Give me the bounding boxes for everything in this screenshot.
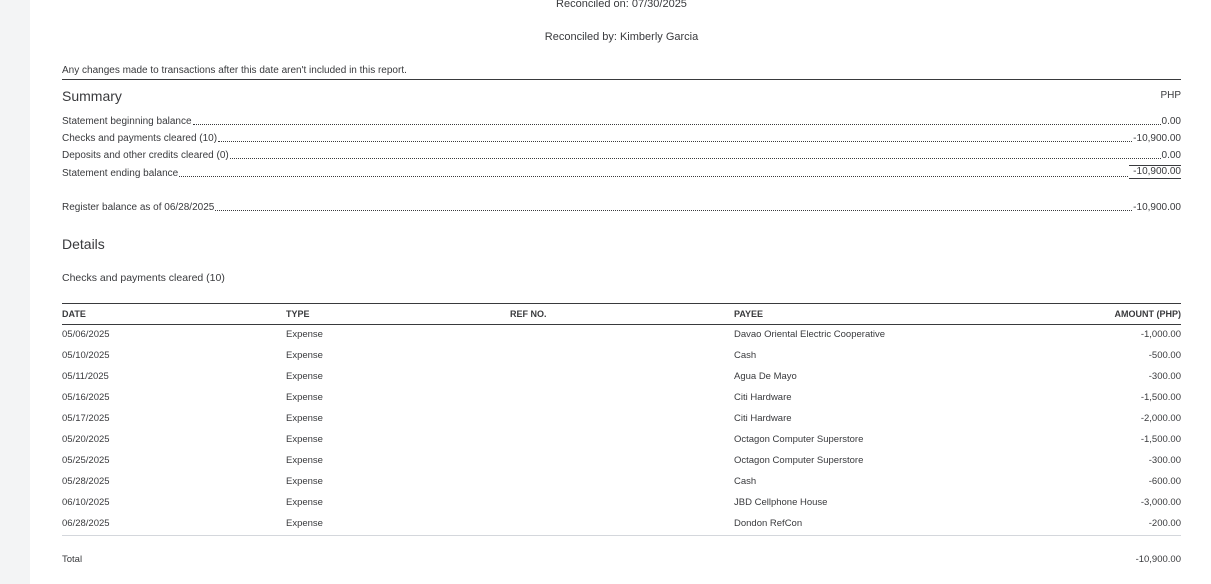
- column-header-payee: PAYEE: [734, 309, 764, 319]
- cell-payee: Davao Oriental Electric Cooperative: [734, 329, 886, 340]
- cell-date: 05/16/2025: [62, 392, 110, 403]
- cell-date: 06/10/2025: [62, 497, 110, 508]
- table-row: [62, 409, 1181, 430]
- cell-type: Expense: [286, 476, 323, 487]
- table-row: [62, 430, 1181, 451]
- cell-type: Expense: [286, 455, 323, 466]
- cell-amount: -600.00: [1148, 476, 1181, 487]
- summary-row: [62, 128, 1181, 144]
- register-balance-value: -10,900.00: [1133, 202, 1181, 213]
- table-row: [62, 472, 1181, 493]
- details-title: Details: [62, 236, 105, 252]
- table-row: [62, 451, 1181, 472]
- table-bottom-rule: [62, 535, 1181, 536]
- table-body: [62, 325, 1181, 535]
- cell-amount: -1,000.00: [1140, 329, 1181, 340]
- dot-leader: [218, 141, 1132, 142]
- column-header-ref: REF NO.: [510, 309, 547, 319]
- register-balance-row: [62, 197, 1181, 213]
- table-row: [62, 346, 1181, 367]
- cell-type: Expense: [286, 497, 323, 508]
- ending-balance-value: -10,900.00: [1129, 165, 1181, 179]
- left-gutter: [0, 0, 30, 584]
- dot-leader: [215, 210, 1132, 211]
- summary-row: [62, 111, 1181, 127]
- cell-payee: Cash: [734, 476, 757, 487]
- summary-row-label: Statement beginning balance: [62, 116, 192, 127]
- dot-leader: [193, 124, 1161, 125]
- cell-type: Expense: [286, 350, 323, 361]
- table-row: [62, 493, 1181, 514]
- column-header-amount: AMOUNT (PHP): [1114, 309, 1181, 319]
- reconciled-by: Reconciled by: Kimberly Garcia: [544, 31, 699, 43]
- cell-payee: Octagon Computer Superstore: [734, 455, 864, 466]
- summary-row-value: 0.00: [1161, 150, 1181, 161]
- column-header-type: TYPE: [286, 309, 310, 319]
- cell-date: 05/17/2025: [62, 413, 110, 424]
- table-row: [62, 367, 1181, 388]
- cell-type: Expense: [286, 371, 323, 382]
- currency-label: PHP: [1160, 90, 1181, 101]
- summary-row-label: Checks and payments cleared (10): [62, 133, 218, 144]
- cell-amount: -1,500.00: [1140, 392, 1181, 403]
- dot-leader: [230, 158, 1161, 159]
- cell-amount: -1,500.00: [1140, 434, 1181, 445]
- table-header: [62, 304, 1181, 324]
- column-header-date: DATE: [62, 309, 86, 319]
- dot-leader: [179, 176, 1128, 177]
- summary-row-value: 0.00: [1161, 116, 1181, 127]
- cell-date: 05/28/2025: [62, 476, 110, 487]
- cell-amount: -300.00: [1148, 371, 1181, 382]
- details-subheading: Checks and payments cleared (10): [62, 272, 225, 284]
- cell-type: Expense: [286, 329, 323, 340]
- total-value: -10,900.00: [1135, 554, 1181, 565]
- summary-row-label: Statement ending balance: [62, 168, 179, 179]
- register-balance-label: Register balance as of 06/28/2025: [62, 202, 215, 213]
- total-row: [62, 551, 1181, 569]
- cell-date: 06/28/2025: [62, 518, 110, 529]
- cell-payee: Dondon RefCon: [734, 518, 803, 529]
- reconciliation-report: [62, 0, 1181, 584]
- cell-type: Expense: [286, 518, 323, 529]
- summary-row: [62, 145, 1181, 161]
- summary-row-ending: [62, 163, 1181, 179]
- cell-payee: JBD Cellphone House: [734, 497, 828, 508]
- summary-row-label: Deposits and other credits cleared (0): [62, 150, 229, 161]
- cell-date: 05/06/2025: [62, 329, 110, 340]
- cell-date: 05/25/2025: [62, 455, 110, 466]
- cell-payee: Citi Hardware: [734, 392, 792, 403]
- reconciled-on: Reconciled on: 07/30/2025: [556, 0, 687, 10]
- cell-amount: -300.00: [1148, 455, 1181, 466]
- table-row: [62, 325, 1181, 346]
- table-row: [62, 388, 1181, 409]
- cell-amount: -2,000.00: [1140, 413, 1181, 424]
- cell-payee: Cash: [734, 350, 757, 361]
- cell-type: Expense: [286, 392, 323, 403]
- divider: [62, 79, 1181, 80]
- summary-title: Summary: [62, 88, 122, 104]
- summary-row-value: -10,900.00: [1133, 133, 1181, 144]
- cell-amount: -3,000.00: [1140, 497, 1181, 508]
- cell-amount: -500.00: [1148, 350, 1181, 361]
- cell-date: 05/10/2025: [62, 350, 110, 361]
- cell-type: Expense: [286, 434, 323, 445]
- cell-payee: Octagon Computer Superstore: [734, 434, 864, 445]
- cell-date: 05/11/2025: [62, 371, 109, 382]
- cell-date: 05/20/2025: [62, 434, 110, 445]
- cell-amount: -200.00: [1148, 518, 1181, 529]
- cell-payee: Citi Hardware: [734, 413, 792, 424]
- total-label: Total: [62, 554, 83, 565]
- cell-payee: Agua De Mayo: [734, 371, 797, 382]
- cell-type: Expense: [286, 413, 323, 424]
- report-notice: Any changes made to transactions after this date aren't included in this report.: [62, 65, 407, 76]
- table-row: [62, 514, 1181, 535]
